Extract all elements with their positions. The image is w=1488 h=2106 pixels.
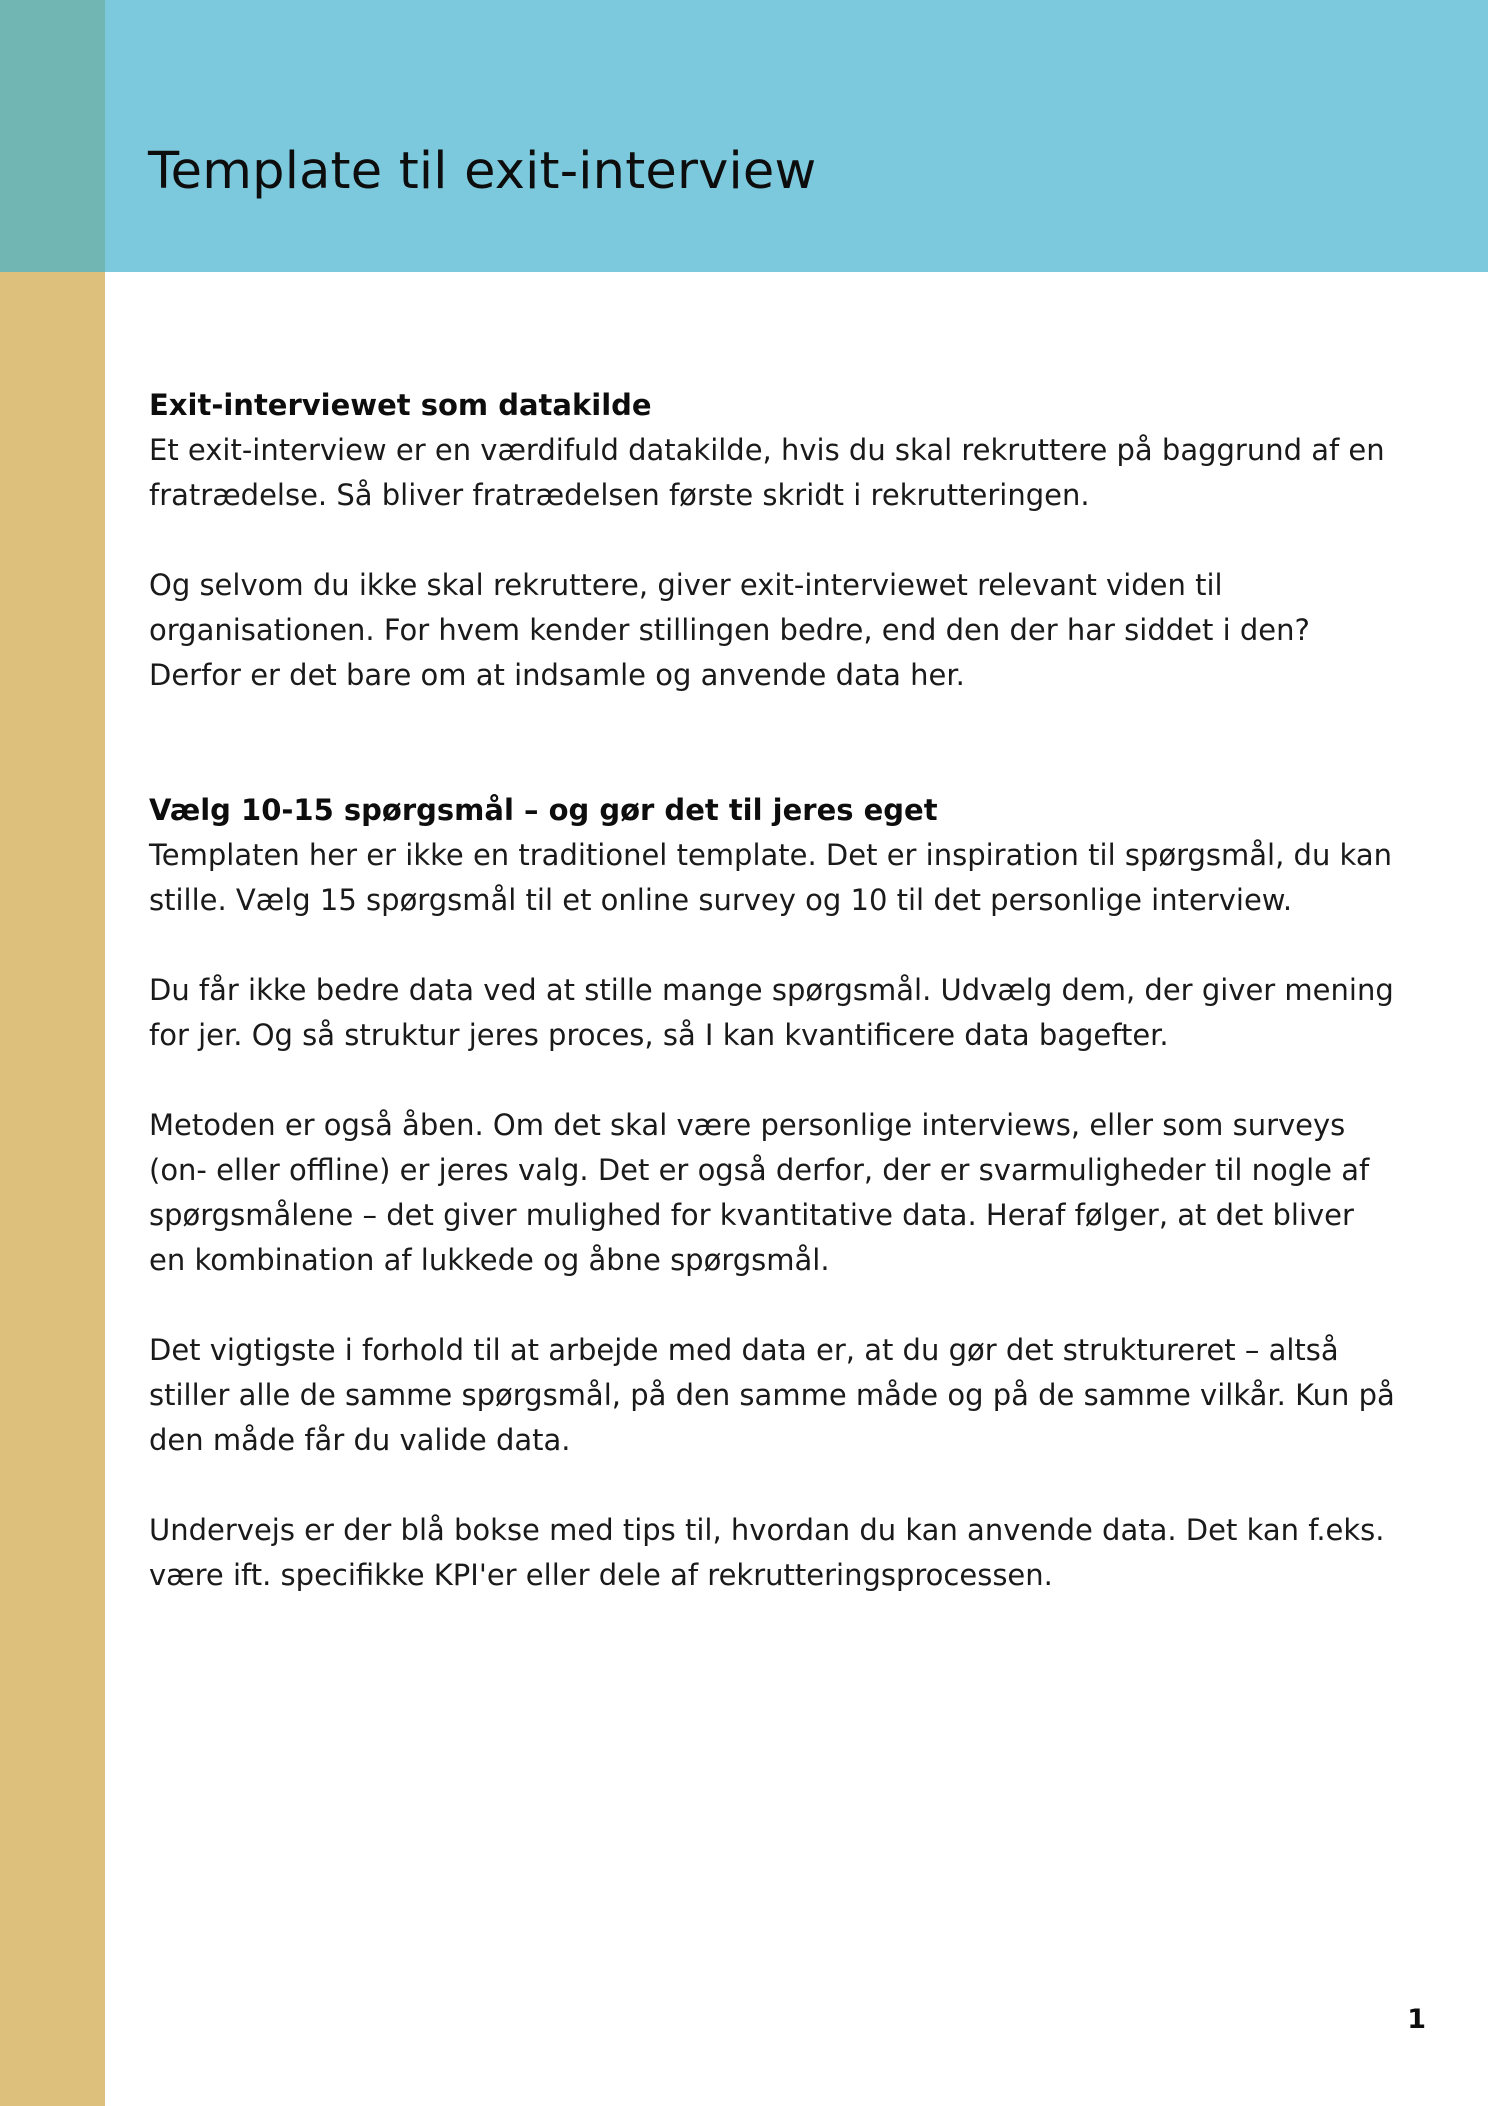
section-exit-interview-datasource [149,383,1399,698]
paragraph: Et exit-interview er en værdifuld datakilde, hvis du skal rekruttere på baggrund af en fratrædelse. Så bliver fratrædelsen første skridt i rekrutteringen. [149,433,1385,512]
section-heading: Vælg 10-15 spørgsmål – og gør det til jeres eget [149,793,938,827]
header-band [105,0,1488,272]
left-accent-bar [0,0,105,2106]
paragraph: Templaten her er ikke en traditionel template. Det er inspiration til spørgsmål, du kan stille. Vælg 15 spørgsmål til et online survey og 10 til det personlige interview. [149,838,1392,917]
paragraph: Undervejs er der blå bokse med tips til, hvordan du kan anvende data. Det kan f.eks. være ift. specifikke KPI'er eller dele af rekrutteringsprocessen. [149,1513,1385,1592]
document-title: Template til exit-interview [148,142,817,201]
page-number: 1 [1407,2004,1426,2035]
left-accent-bar-top [0,0,105,272]
paragraph: Det vigtigste i forhold til at arbejde med data er, at du gør det struktureret – altså stiller alle de samme spørgsmål, på den samme måde og på de samme vilkår. Kun på den måde får du valide data. [149,1333,1395,1457]
paragraph: Metoden er også åben. Om det skal være personlige interviews, eller som surveys (on- eller offline) er jeres valg. Det er også derfor, der er svarmuligheder til nogle af spørgsmålene – det giver mulighed for kvantitative data. Heraf følger, at det bliver en kombination af lukkede og åbne spørgsmål. [149,1108,1370,1277]
document-body [149,383,1399,1598]
section-choose-questions [149,788,1399,1598]
paragraph: Du får ikke bedre data ved at stille mange spørgsmål. Udvælg dem, der giver mening for jer. Og så struktur jeres proces, så I kan kvantificere data bagefter. [149,973,1394,1052]
section-heading: Exit-interviewet som datakilde [149,388,652,422]
paragraph: Og selvom du ikke skal rekruttere, giver exit-interviewet relevant viden til organisationen. For hvem kender stillingen bedre, end den der har siddet i den? Derfor er det bare om at indsamle og anvende data her. [149,568,1310,692]
